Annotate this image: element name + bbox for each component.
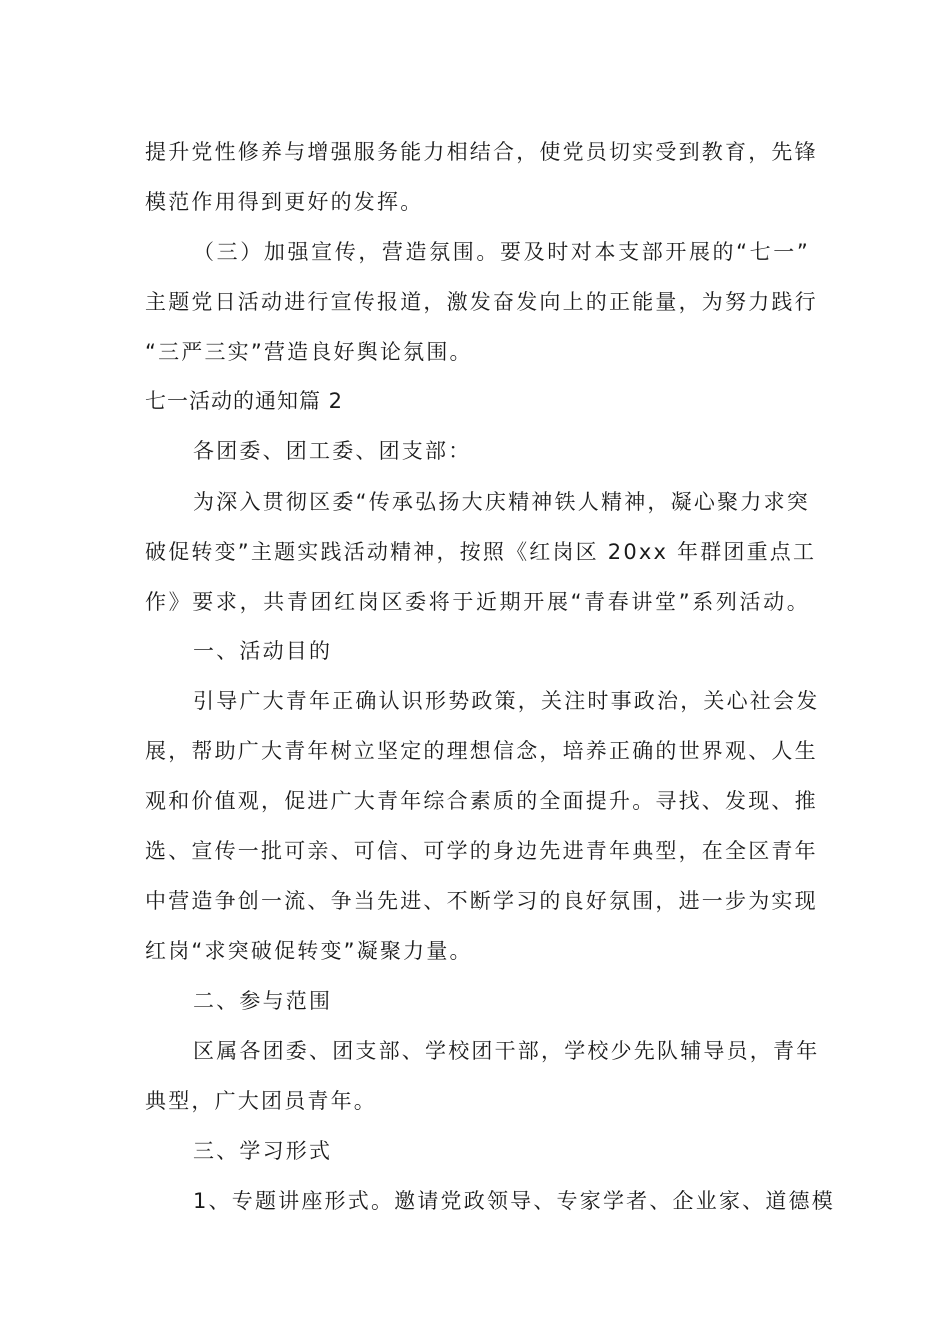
section-heading: 三、学习形式 [193,1139,333,1163]
paragraph-line: 展，帮助广大青年树立坚定的理想信念，培养正确的世界观、人生 [145,739,818,763]
paragraph-line: 中营造争创一流、争当先进、不断学习的良好氛围，进一步为实现 [145,889,818,913]
paragraph-line: 提升党性修养与增强服务能力相结合，使党员切实受到教育，先锋 [145,140,818,164]
section-heading: 一、活动目的 [193,639,333,663]
paragraph-line: 典型，广大团员青年。 [145,1089,377,1113]
paragraph-line: 观和价值观，促进广大青年综合素质的全面提升。寻找、发现、推 [145,789,818,813]
paragraph-line: 红岗“求突破促转变”凝聚力量。 [145,939,473,963]
paragraph-line: 引导广大青年正确认识形势政策，关注时事政治，关心社会发 [193,689,820,713]
paragraph-line: 模范作用得到更好的发挥。 [145,190,424,214]
paragraph-line: 作》要求，共青团红岗区委将于近期开展“青春讲堂”系列活动。 [145,590,810,614]
paragraph-line: 选、宣传一批可亲、可信、可学的身边先进青年典型，在全区青年 [145,839,818,863]
section-heading: 二、参与范围 [193,989,333,1013]
salutation: 各团委、团工委、团支部： [193,439,472,463]
paragraph-line: （三）加强宣传，营造氛围。要及时对本支部开展的“七一” [193,240,810,264]
paragraph-line: 为深入贯彻区委“传承弘扬大庆精神铁人精神，凝心聚力求突 [193,490,810,514]
paragraph-line: “三严三实”营造良好舆论氛围。 [145,340,473,364]
paragraph-line: 破促转变”主题实践活动精神，按照《红岗区 20xx 年群团重点工 [145,540,817,564]
section-title: 七一活动的通知篇 2 [145,389,344,413]
paragraph-line: 区属各团委、团支部、学校团干部，学校少先队辅导员，青年 [193,1039,820,1063]
paragraph-line: 主题党日活动进行宣传报道，激发奋发向上的正能量，为努力践行 [145,290,818,314]
paragraph-line: 1、专题讲座形式。邀请党政领导、专家学者、企业家、道德模 [193,1189,835,1213]
